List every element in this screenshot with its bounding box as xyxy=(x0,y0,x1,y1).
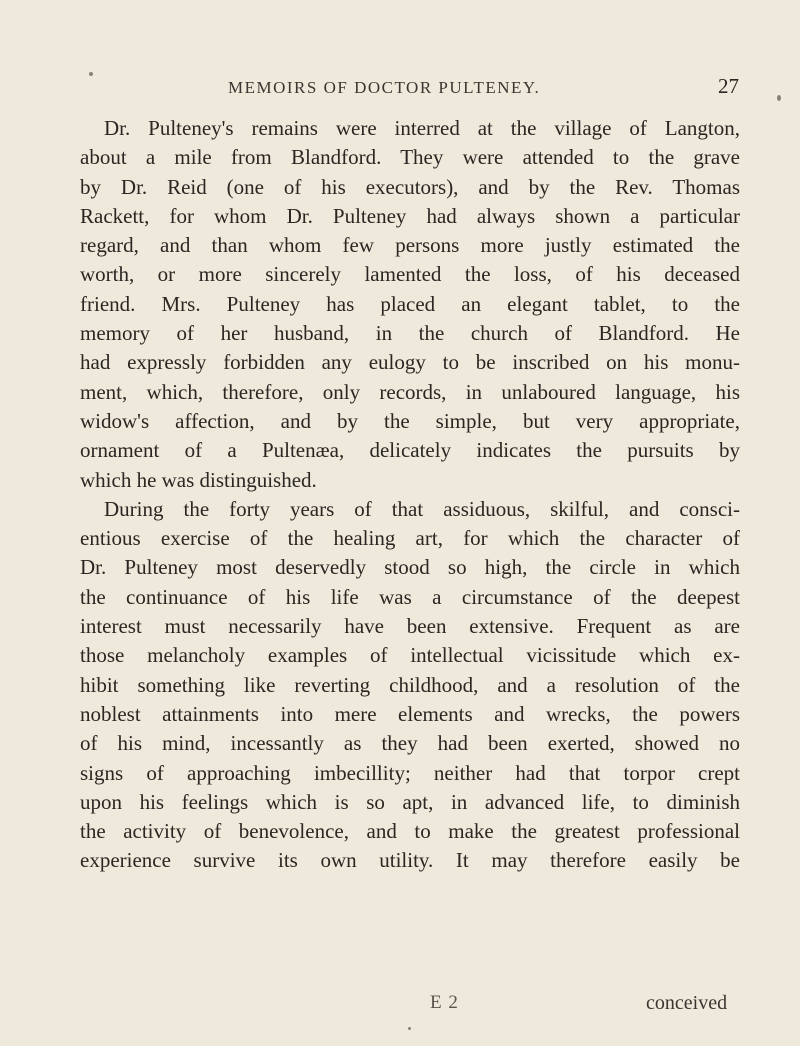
text-line: Rackett, for whom Dr. Pulteney had always shown a particular xyxy=(80,203,740,228)
text-line: by Dr. Reid (one of his executors), and by the Rev. Thomas xyxy=(80,174,740,199)
running-head: MEMOIRS OF DOCTOR PULTENEY. xyxy=(228,78,541,97)
text-line: signs of approaching imbecillity; neither had that torpor crept xyxy=(80,760,740,785)
paper-speck xyxy=(408,1027,411,1030)
text-line: interest must necessarily have been extensive. Frequent as are xyxy=(80,614,740,639)
text-line: ment, which, therefore, only records, in unlaboured language, his xyxy=(80,379,740,404)
page-footer xyxy=(0,992,800,1022)
paper-speck xyxy=(777,95,781,101)
text-line: widow's affection, and by the simple, but very appropriate, xyxy=(80,408,740,433)
text-line: Dr. Pulteney most deservedly stood so high, the circle in which xyxy=(80,555,740,580)
text-line: friend. Mrs. Pulteney has placed an elegant tablet, to the xyxy=(80,291,740,316)
text-line: about a mile from Blandford. They were attended to the grave xyxy=(80,145,740,170)
text-line: Dr. Pulteney's remains were interred at the village of Langton, xyxy=(104,116,740,140)
text-line: regard, and than whom few persons more justly estimated the xyxy=(80,233,740,258)
text-line: of his mind, incessantly as they had been exerted, showed no xyxy=(80,731,740,756)
text-line: had expressly forbidden any eulogy to be inscribed on his monu- xyxy=(80,350,740,375)
body-text xyxy=(80,114,740,876)
text-line: memory of her husband, in the church of Blandford. He xyxy=(80,321,740,346)
text-line: worth, or more sincerely lamented the loss, of his deceased xyxy=(80,262,740,287)
text-line: which he was distinguished. xyxy=(80,467,317,492)
text-line: noblest attainments into mere elements and wrecks, the powers xyxy=(80,701,740,726)
paper-speck xyxy=(89,72,93,76)
text-line: experience survive its own utility. It may therefore easily be xyxy=(80,848,740,873)
page-header xyxy=(0,74,800,104)
signature-mark: E 2 xyxy=(430,992,459,1013)
text-line: those melancholy examples of intellectual vicissitude which ex- xyxy=(80,643,740,668)
text-line: ornament of a Pultenæa, delicately indicates the pursuits by xyxy=(80,438,740,463)
paragraph-1 xyxy=(80,114,740,495)
text-line: the continuance of his life was a circumstance of the deepest xyxy=(80,584,740,609)
page-number: 27 xyxy=(718,74,739,98)
text-line: the activity of benevolence, and to make the greatest professional xyxy=(80,819,740,844)
text-line: During the forty years of that assiduous, skilful, and consci- xyxy=(104,496,740,521)
text-line: upon his feelings which is so apt, in advanced life, to diminish xyxy=(80,789,740,814)
text-line: hibit something like reverting childhood, and a resolution of the xyxy=(80,672,740,697)
paragraph-2 xyxy=(80,495,740,876)
text-line: entious exercise of the healing art, for which the character of xyxy=(80,526,740,551)
catchword: conceived xyxy=(646,992,728,1014)
